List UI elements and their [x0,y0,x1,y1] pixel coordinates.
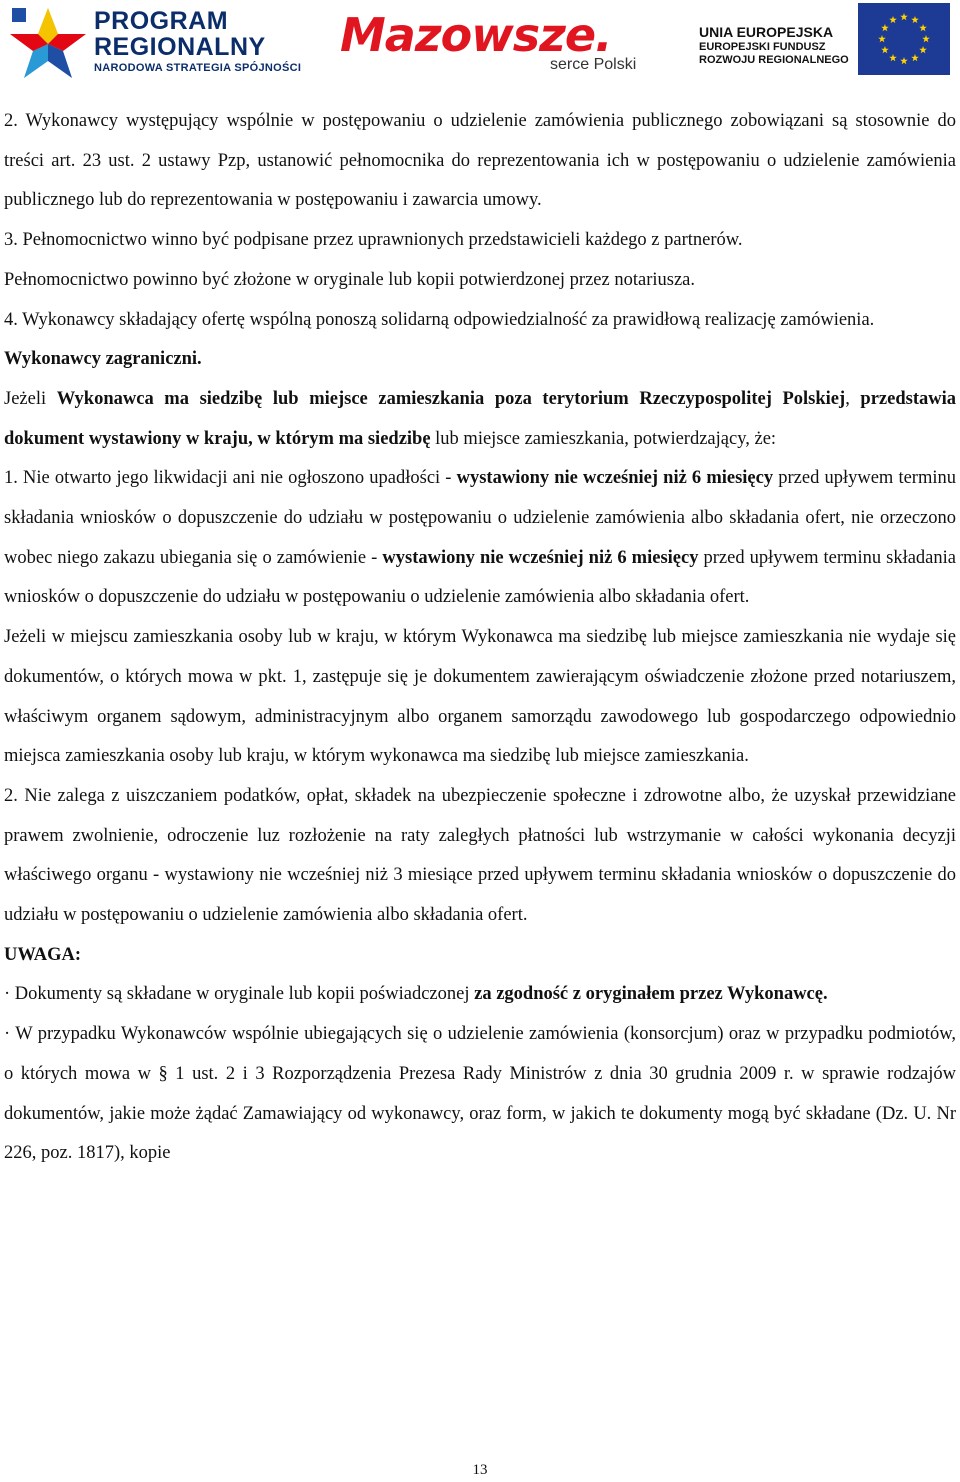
paragraph-joint-liability: 4. Wykonawcy składający ofertę wspólną ponoszą solidarną odpowiedzialność za prawidłową realizację zamówienia. [4,309,875,330]
program-line2: REGIONALNY [94,33,266,61]
text-run: lub miejsce zamieszkania, potwierdzający, że: [430,428,777,449]
eu-line2: EUROPEJSKI FUNDUSZ [699,41,826,53]
program-line3: NARODOWA STRATEGIA SPÓJNOŚCI [94,62,302,74]
text-run: 1. Nie otwarto jego likwidacji ani nie ogłoszono upadłości - [4,468,457,489]
paragraph-liquidation [4,459,956,618]
heading-note: UWAGA: [4,944,82,965]
text-run: przed upływem terminu składania wniosków o dopuszczenie do udziału w postępowaniu o udzielenie zamówienia albo składania ofert, nie orzeczono wobec niego zakazu ubiegania się o zamówienie - [4,468,956,568]
bold-run: wystawiony nie wcześniej niż 6 miesięcy [456,468,774,489]
paragraph-power-of-attorney-original: Pełnomocnictwo powinno być złożone w oryginale lub kopii potwierdzonej przez notariusza. [4,269,695,290]
paragraph-consortium-representation: 2. Wykonawcy występujący wspólnie w postępowaniu o udzielenie zamówienia publicznego zobowiązani są stosownie do treści art. 23 ust. 2 ustawy Pzp, ustanowić pełnomocnika do reprezentowania ich w postępowaniu o udzielenie zamówienia publicznego lub do reprezentowania w postępowaniu i zawarcia umowy. [4,111,956,211]
program-line1: PROGRAM [94,7,229,35]
bold-run: przedstawia dokument wystawiony w kraju, w którym ma siedzibę [4,388,956,449]
eu-text [699,24,849,67]
mazowsze-logo [340,8,640,88]
text-run: przed upływem terminu składania wniosków o dopuszczenie do udziału w postępowaniu o udzielenie zamówienia albo składania ofert. [4,547,956,608]
heading-foreign-contractors: Wykonawcy zagraniczni. [4,349,202,370]
paragraph-documents-original [4,975,956,1015]
paragraph-consortium-documents: · W przypadku Wykonawców wspólnie ubiegających się o udzielenie zamówienia (konsorcjum) oraz w przypadku podmiotów, o których mowa w § 1 ust. 2 i 3 Rozporządzenia Prezesa Rady Ministrów z dnia 30 grudnia 2009 r. w sprawie rodzajów dokumentów, jakie może żądać Zamawiający od wykonawcy, oraz form, w jakich te dokumenty mogą być składane (Dz. U. Nr 226, poz. 1817), kopie [4,1024,956,1164]
mazowsze-wordmark: Mazowsze. [340,8,612,62]
text-run: Jeżeli [4,388,57,409]
program-star-icon [8,4,88,84]
eu-line3: ROZWOJU REGIONALNEGO [699,54,849,66]
paragraph-power-of-attorney-signing: 3. Pełnomocnictwo winno być podpisane przez uprawnionych przedstawicieli każdego z partnerów. [4,230,743,251]
document-body [4,102,956,1174]
text-run: · Dokumenty są składane w oryginale lub kopii poświadczonej [4,984,475,1005]
bold-run: za zgodność z oryginałem przez Wykonawcę. [474,984,828,1005]
eu-flag-icon [858,3,950,75]
page-number: 13 [472,1462,488,1478]
program-regionalny-logo [8,4,308,84]
bold-run: Wykonawca ma siedzibę lub miejsce zamieszkania poza terytorium Rzeczypospolitej Polskiej [56,388,846,409]
paragraph-notary-statement: Jeżeli w miejscu zamieszkania osoby lub w kraju, w którym Wykonawca ma siedzibę lub miejsce zamieszkania nie wydaje się dokumentów, o których mowa w pkt. 1, zastępuje się je dokumentem zawierającym oświadczenie złożone przed notariuszem, właściwym organem sądowym, administracyjnym albo organem samorządu zawodowego lub gospodarczego odpowiednio miejsca zamieszkania osoby lub kraju, w którym wykonawca ma siedzibę lub miejsce zamieszkania. [4,627,956,767]
paragraph-foreign-document [4,380,956,459]
eu-line1: UNIA EUROPEJSKA [699,24,834,40]
text-run: , [845,388,861,409]
program-text [94,8,301,76]
page-header [0,0,960,95]
paragraph-taxes: 2. Nie zalega z uiszczaniem podatków, opłat, składek na ubezpieczenie społeczne i zdrowotne albo, że uzyskał przewidziane prawem zwolnienie, odroczenie luz rozłożenie na raty zaległych płatności lub wstrzymanie w całości wykonania decyzji właściwego organu - wystawiony nie wcześniej niż 3 miesiące przed upływem terminu składania wniosków o dopuszczenie do udziału w postępowaniu o udzielenie zamówienia albo składania ofert. [4,785,956,926]
mazowsze-tagline: serce Polski [550,56,637,73]
bold-run: wystawiony nie wcześniej niż 6 miesięcy [382,547,699,568]
